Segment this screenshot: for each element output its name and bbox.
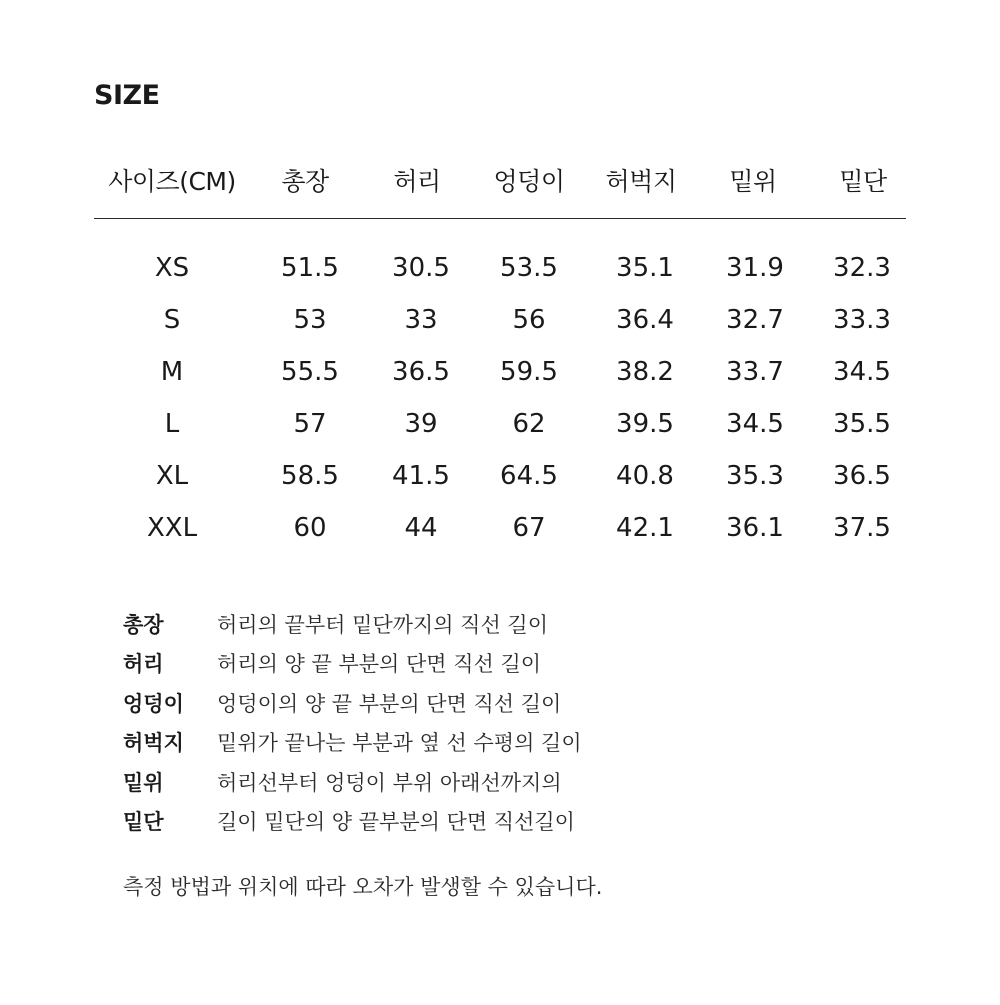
header-total-length: 총장 — [281, 167, 329, 196]
table-cell-size: XXL — [146, 513, 198, 543]
table-cell: 35.3 — [726, 461, 784, 491]
table-cell: 56 — [512, 305, 546, 335]
note-definition: 밑위가 끝나는 부분과 옆 선 수평의 길이 — [217, 731, 582, 755]
table-cell: 64.5 — [500, 461, 558, 491]
table-cell: 31.9 — [726, 253, 784, 283]
measurement-disclaimer: 측정 방법과 위치에 따라 오차가 발생할 수 있습니다. — [123, 875, 603, 899]
table-cell: 42.1 — [616, 513, 674, 543]
table-cell: 32.7 — [726, 305, 784, 335]
note-definition: 허리의 양 끝 부분의 단면 직선 길이 — [217, 652, 542, 676]
table-cell: 67 — [512, 513, 546, 543]
table-cell: 55.5 — [281, 357, 339, 387]
page-title: SIZE — [94, 80, 160, 111]
table-cell-size: S — [163, 305, 181, 335]
note-term: 밑위 — [123, 771, 164, 795]
table-cell: 60 — [293, 513, 327, 543]
note-definition: 길이 밑단의 양 끝부분의 단면 직선길이 — [217, 810, 575, 834]
table-cell: 40.8 — [616, 461, 674, 491]
table-cell: 37.5 — [833, 513, 891, 543]
table-cell-size: M — [160, 357, 184, 387]
table-cell: 32.3 — [833, 253, 891, 283]
table-cell: 41.5 — [392, 461, 450, 491]
table-cell: 58.5 — [281, 461, 339, 491]
header-size: 사이즈(CM) — [108, 167, 236, 196]
table-cell: 44 — [404, 513, 438, 543]
header-divider — [94, 218, 906, 219]
note-definition: 엉덩이의 양 끝 부분의 단면 직선 길이 — [217, 692, 562, 716]
table-cell: 36.4 — [616, 305, 674, 335]
header-thigh: 허벅지 — [605, 167, 677, 196]
table-cell: 36.1 — [726, 513, 784, 543]
table-cell-size: L — [164, 409, 180, 439]
header-hem: 밑단 — [839, 167, 887, 196]
table-cell: 39.5 — [616, 409, 674, 439]
table-cell: 53 — [293, 305, 327, 335]
table-cell: 53.5 — [500, 253, 558, 283]
table-cell: 35.5 — [833, 409, 891, 439]
table-cell: 62 — [512, 409, 546, 439]
table-cell: 57 — [293, 409, 327, 439]
table-cell: 59.5 — [500, 357, 558, 387]
note-term: 밑단 — [123, 810, 164, 834]
table-cell: 33 — [404, 305, 438, 335]
table-cell: 30.5 — [392, 253, 450, 283]
note-term: 총장 — [123, 613, 164, 637]
header-waist: 허리 — [393, 167, 441, 196]
table-cell: 51.5 — [281, 253, 339, 283]
table-cell: 33.7 — [726, 357, 784, 387]
note-term: 허리 — [123, 652, 164, 676]
note-term: 허벅지 — [123, 731, 184, 755]
table-cell: 39 — [404, 409, 438, 439]
header-hip: 엉덩이 — [493, 167, 565, 196]
table-cell: 35.1 — [616, 253, 674, 283]
table-cell: 34.5 — [726, 409, 784, 439]
table-cell: 36.5 — [392, 357, 450, 387]
table-cell-size: XS — [154, 253, 190, 283]
header-rise: 밑위 — [729, 167, 777, 196]
note-definition: 허리선부터 엉덩이 부위 아래선까지의 — [217, 771, 562, 795]
table-cell: 38.2 — [616, 357, 674, 387]
note-definition: 허리의 끝부터 밑단까지의 직선 길이 — [217, 613, 548, 637]
table-cell: 34.5 — [833, 357, 891, 387]
note-term: 엉덩이 — [123, 692, 184, 716]
table-cell: 33.3 — [833, 305, 891, 335]
table-cell-size: XL — [155, 461, 189, 491]
table-cell: 36.5 — [833, 461, 891, 491]
